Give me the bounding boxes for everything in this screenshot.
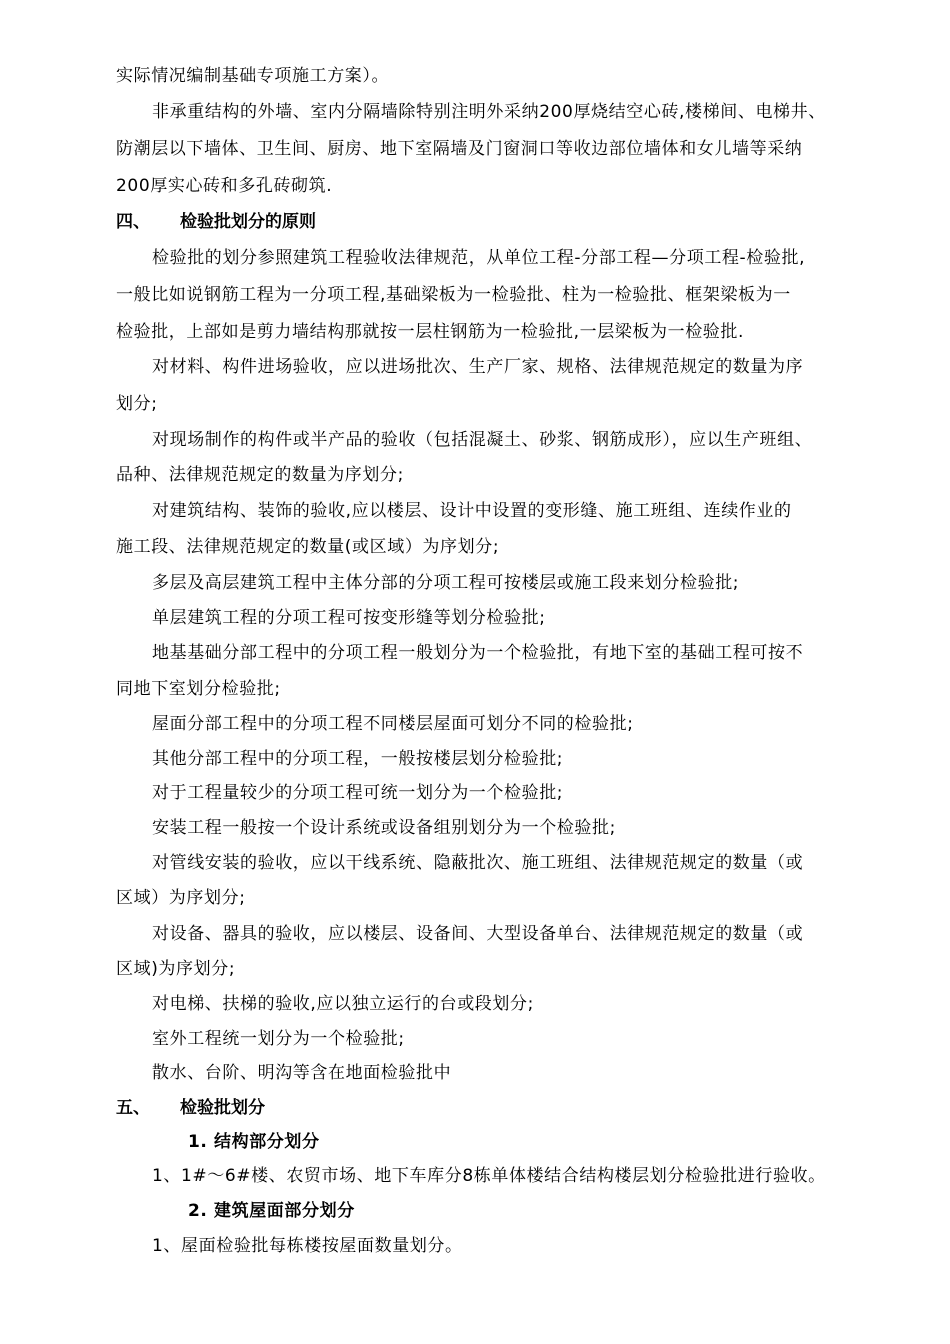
text-line: 地基基础分部工程中的分项工程一般划分为一个检验批，有地下室的基础工程可按不 (152, 643, 804, 663)
text-line: 区域)为序划分; (116, 959, 236, 979)
text-line: 屋面分部工程中的分项工程不同楼层屋面可划分不同的检验批; (152, 714, 634, 734)
text-line: 单层建筑工程的分项工程可按变形缝等划分检验批; (152, 608, 546, 628)
text-line: 检验批的划分参照建筑工程验收法律规范，从单位工程-分部工程—分项工程-检验批, (152, 248, 806, 268)
text-line: 一般比如说钢筋工程为一分项工程,基础梁板为一检验批、柱为一检验批、框架梁板为一 (116, 285, 791, 305)
text-line: 对管线安装的验收，应以干线系统、隐蔽批次、施工班组、法律规范规定的数量（或 (152, 853, 804, 873)
text-line: 室外工程统一划分为一个检验批; (152, 1029, 405, 1049)
text-line: 1、1#～6#楼、农贸市场、地下车库分8栋单体楼结合结构楼层划分检验批进行验收。 (152, 1166, 826, 1186)
heading-number: 四、 (116, 212, 150, 232)
text-line: 对设备、器具的验收，应以楼层、设备间、大型设备单台、法律规范规定的数量（或 (152, 924, 804, 944)
subsection-heading: 1. 结构部分划分 (188, 1132, 320, 1152)
subsection-heading: 2. 建筑屋面部分划分 (188, 1201, 355, 1221)
text-line: 其他分部工程中的分项工程，一般按楼层划分检验批; (152, 749, 564, 769)
text-line: 200厚实心砖和多孔砖砌筑. (116, 176, 333, 196)
text-line: 品种、法律规范规定的数量为序划分; (116, 465, 404, 485)
text-line: 同地下室划分检验批; (116, 679, 281, 699)
text-line: 多层及高层建筑工程中主体分部的分项工程可按楼层或施工段来划分检验批; (152, 573, 740, 593)
heading-number: 五、 (116, 1098, 150, 1118)
text-line: 安装工程一般按一个设计系统或设备组别划分为一个检验批; (152, 818, 616, 838)
text-line: 区域）为序划分; (116, 888, 246, 908)
text-line: 对于工程量较少的分项工程可统一划分为一个检验批; (152, 783, 564, 803)
section-heading-4 (0, 210, 950, 234)
text-line: 划分; (116, 394, 158, 414)
text-line: 1、屋面检验批每栋楼按屋面数量划分。 (152, 1236, 463, 1256)
text-line: 对材料、构件进场验收，应以进场批次、生产厂家、规格、法律规范规定的数量为序 (152, 357, 804, 377)
text-line: 检验批，上部如是剪力墙结构那就按一层柱钢筋为一检验批,一层梁板为一检验批. (116, 322, 745, 342)
text-line: 对电梯、扶梯的验收,应以独立运行的台或段划分; (152, 994, 534, 1014)
heading-title: 检验批划分 (180, 1098, 265, 1118)
text-line: 非承重结构的外墙、室内分隔墙除特别注明外采纳200厚烧结空心砖,楼梯间、电梯井、 (152, 102, 826, 122)
text-line: 对建筑结构、装饰的验收,应以楼层、设计中设置的变形缝、施工班组、连续作业的 (152, 501, 792, 521)
text-line: 对现场制作的构件或半产品的验收（包括混凝土、砂浆、钢筋成形），应以生产班组、 (152, 430, 813, 450)
section-heading-5 (0, 1096, 950, 1120)
text-line: 散水、台阶、明沟等含在地面检验批中 (152, 1063, 452, 1083)
text-line: 实际情况编制基础专项施工方案）。 (116, 66, 390, 86)
heading-title: 检验批划分的原则 (180, 212, 316, 232)
text-line: 施工段、法律规范规定的数量(或区域）为序划分; (116, 537, 500, 557)
text-line: 防潮层以下墙体、卫生间、厨房、地下室隔墙及门窗洞口等收边部位墙体和女儿墙等采纳 (116, 139, 803, 159)
